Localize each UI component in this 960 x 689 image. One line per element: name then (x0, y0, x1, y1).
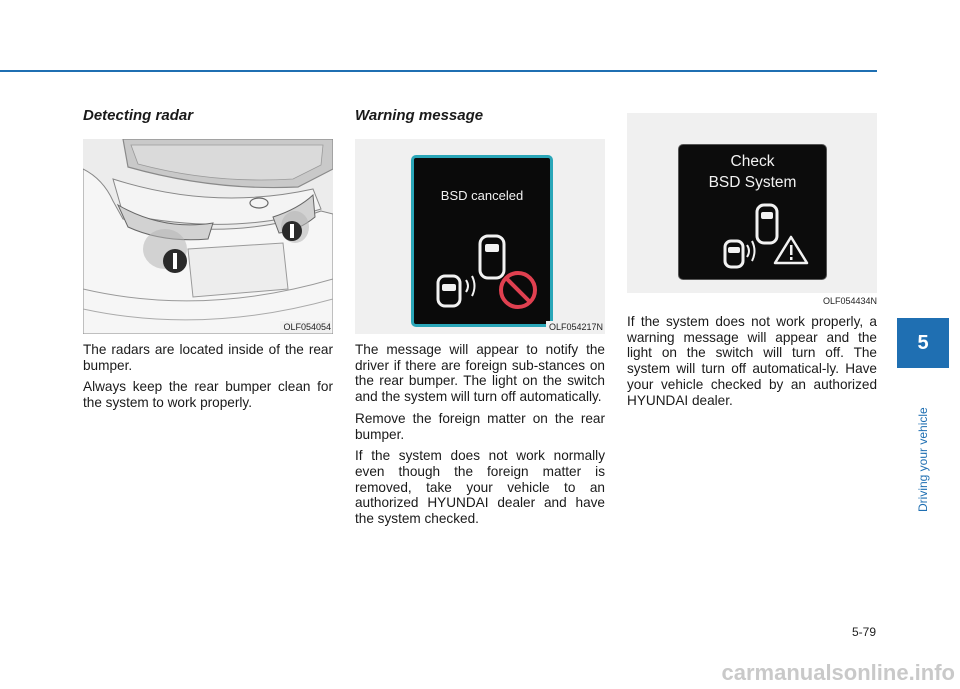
paragraph: Always keep the rear bumper clean for the system to work properly. (83, 379, 333, 411)
rear-bumper-radar-figure (83, 139, 333, 334)
paragraph: The radars are located inside of the rear bumper. (83, 342, 333, 373)
bsd-scene-icon (414, 158, 550, 324)
cluster-display-bsd-canceled (411, 155, 553, 327)
chapter-title: Driving your vehicle (916, 407, 930, 512)
section-detecting-radar (83, 106, 333, 417)
watermark: carmanualsonline.info (721, 660, 955, 685)
screen-message-line: Check (730, 153, 775, 170)
paragraph: The message will appear to notify the driver if there are foreign sub-stances on the rear bumper. The light on the switch and the system will turn off automatically. (355, 342, 605, 405)
figure-code: OLF054217N (546, 321, 603, 333)
chapter-number-tab: 5 (897, 318, 949, 368)
screen-message-line: BSD System (708, 174, 797, 191)
bsd-canceled-figure (355, 139, 605, 334)
figure-code: OLF054054 (280, 321, 331, 333)
figure-code: OLF054434N (822, 296, 877, 306)
cluster-display-check-bsd (678, 144, 827, 280)
paragraph: If the system does not work normally even though the foreign matter is removed, take your vehicle to an authorized HYUNDAI dealer and have the system checked. (355, 448, 605, 527)
bsd-warning-scene-icon (679, 145, 826, 279)
car-rear-illustration (83, 139, 333, 334)
check-bsd-system-figure (627, 113, 877, 293)
header-rule (0, 70, 877, 72)
section-title: Detecting radar (83, 107, 194, 124)
section-warning-message (355, 106, 605, 533)
paragraph: If the system does not work properly, a warning message will appear and the light on the switch will turn off. The system will turn off automatical-ly. Have your vehicle checked by an authorized HYUNDAI dealer. (627, 314, 877, 408)
page-number: 5-79 (851, 625, 876, 639)
screen-message: BSD canceled (440, 188, 524, 203)
section-check-bsd-system (627, 113, 877, 414)
section-title: Warning message (355, 107, 484, 124)
paragraph: Remove the foreign matter on the rear bumper. (355, 410, 605, 442)
